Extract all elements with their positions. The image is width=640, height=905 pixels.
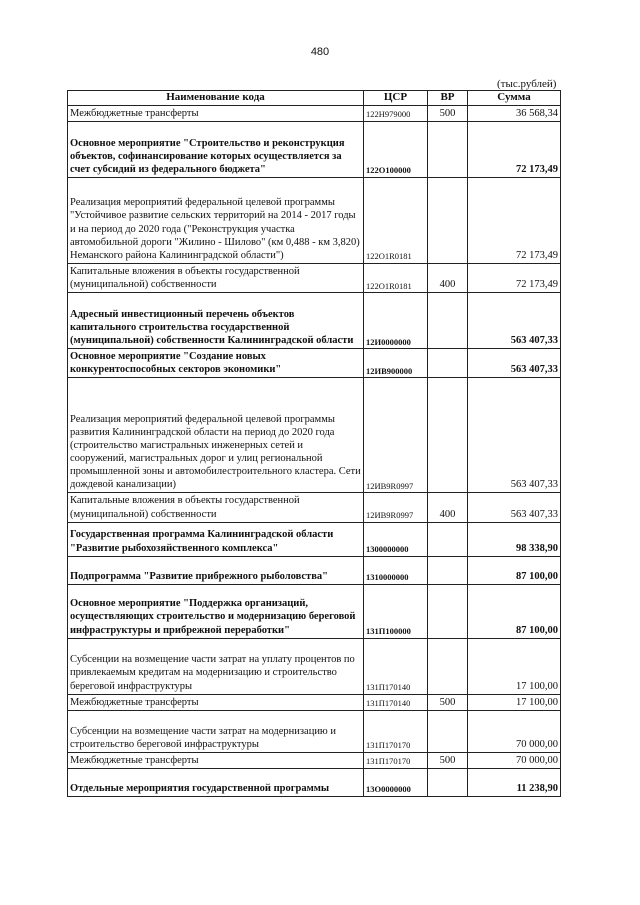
cell-name: Субсенции на возмещение части затрат на модернизацию и строительство береговой инфраструктуры [68, 710, 364, 752]
table-row [68, 493, 561, 522]
cell-sum: 72 173,49 [468, 263, 561, 292]
table-row [68, 105, 561, 121]
cell-sum: 72 173,49 [468, 121, 561, 177]
cell-vr [428, 121, 468, 177]
cell-sum: 17 100,00 [468, 694, 561, 710]
cell-name: Реализация мероприятий федеральной целевой программы "Устойчивое развитие сельских территорий на 2014 - 2017 годы и на период до 2020 года ("Реконструкция участка автомобильной дороги "Жилино - Шилово" (км 0,488 - км 3,820) Неманского района Калининградской области") [68, 177, 364, 263]
cell-csr: 1310000000 [364, 556, 428, 584]
cell-csr: 131П170140 [364, 694, 428, 710]
cell-csr: 122О1R0181 [364, 263, 428, 292]
cell-sum: 36 568,34 [468, 105, 561, 121]
cell-sum: 70 000,00 [468, 710, 561, 752]
cell-sum: 563 407,33 [468, 349, 561, 378]
table-row [68, 378, 561, 493]
cell-sum: 563 407,33 [468, 293, 561, 349]
cell-vr [428, 378, 468, 493]
header-vr: ВР [428, 91, 468, 106]
cell-vr [428, 556, 468, 584]
cell-name: Капитальные вложения в объекты государственной (муниципальной) собственности [68, 263, 364, 292]
header-csr: ЦСР [364, 91, 428, 106]
cell-vr [428, 177, 468, 263]
cell-vr [428, 768, 468, 796]
cell-csr: 12ИВ900000 [364, 349, 428, 378]
table-row [68, 752, 561, 768]
cell-vr: 500 [428, 694, 468, 710]
cell-name: Подпрограмма "Развитие прибрежного рыболовства" [68, 556, 364, 584]
table-row [68, 694, 561, 710]
table-row [68, 768, 561, 796]
cell-name: Отдельные мероприятия государственной программы [68, 768, 364, 796]
cell-csr: 12ИВ9R0997 [364, 493, 428, 522]
cell-vr [428, 349, 468, 378]
table-row [68, 556, 561, 584]
cell-csr: 12ИВ9R0997 [364, 378, 428, 493]
cell-name: Реализация мероприятий федеральной целевой программы развития Калининградской области на период до 2020 года (строительство магистральных инженерных сетей и сооружений, магистральных дорог и улиц региональной промышленной зоны и автомобилестроительного кластера. Сети дождевой канализации) [68, 378, 364, 493]
page-number: 480 [310, 46, 330, 58]
cell-sum: 563 407,33 [468, 378, 561, 493]
cell-name: Капитальные вложения в объекты государственной (муниципальной) собственности [68, 493, 364, 522]
cell-name: Государственная программа Калининградской области "Развитие рыбохозяйственного комплекса" [68, 522, 364, 556]
cell-name: Субсенции на возмещение части затрат на уплату процентов по привлекаемым кредитам на модернизацию и строительство береговой инфраструктуры [68, 638, 364, 694]
cell-vr [428, 710, 468, 752]
cell-csr: 122О1R0181 [364, 177, 428, 263]
cell-name: Межбюджетные трансферты [68, 105, 364, 121]
cell-name: Основное мероприятие "Создание новых конкурентоспособных секторов экономики" [68, 349, 364, 378]
table-row [68, 177, 561, 263]
cell-sum: 87 100,00 [468, 556, 561, 584]
cell-sum: 17 100,00 [468, 638, 561, 694]
cell-vr [428, 638, 468, 694]
budget-table [67, 90, 561, 797]
cell-vr [428, 522, 468, 556]
cell-vr [428, 584, 468, 638]
table-body [68, 105, 561, 796]
table-row [68, 638, 561, 694]
cell-csr: 131П100000 [364, 584, 428, 638]
cell-sum: 87 100,00 [468, 584, 561, 638]
table-row [68, 349, 561, 378]
table-row [68, 121, 561, 177]
cell-name: Адресный инвестиционный перечень объектов капитального строительства государственной (муниципальной) собственности Калининградской области [68, 293, 364, 349]
cell-csr: 122Н979000 [364, 105, 428, 121]
table-header-row [68, 91, 561, 106]
cell-name: Основное мероприятие "Поддержка организаций, осуществляющих строительство и модернизацию береговой инфраструктуры и прибрежной переработки" [68, 584, 364, 638]
table-row [68, 522, 561, 556]
cell-csr: 131П170140 [364, 638, 428, 694]
table-row [68, 263, 561, 292]
cell-sum: 563 407,33 [468, 493, 561, 522]
cell-vr: 500 [428, 105, 468, 121]
units-label: (тыс.рублей) [497, 78, 557, 90]
cell-sum: 72 173,49 [468, 177, 561, 263]
cell-csr: 1300000000 [364, 522, 428, 556]
cell-vr: 500 [428, 752, 468, 768]
cell-name: Межбюджетные трансферты [68, 752, 364, 768]
cell-vr: 400 [428, 493, 468, 522]
cell-sum: 70 000,00 [468, 752, 561, 768]
cell-name: Основное мероприятие "Строительство и реконструкция объектов, софинансирование которых осуществляется за счет субсидий из федерального бюджета" [68, 121, 364, 177]
cell-csr: 131П170170 [364, 752, 428, 768]
cell-sum: 11 238,90 [468, 768, 561, 796]
cell-csr: 12И0000000 [364, 293, 428, 349]
header-sum: Сумма [468, 91, 561, 106]
cell-name: Межбюджетные трансферты [68, 694, 364, 710]
cell-csr: 131П170170 [364, 710, 428, 752]
cell-sum: 98 338,90 [468, 522, 561, 556]
table-row [68, 293, 561, 349]
cell-vr: 400 [428, 263, 468, 292]
table-row [68, 710, 561, 752]
cell-vr [428, 293, 468, 349]
header-name: Наименование кода [68, 91, 364, 106]
cell-csr: 13О0000000 [364, 768, 428, 796]
cell-csr: 122О100000 [364, 121, 428, 177]
table-row [68, 584, 561, 638]
